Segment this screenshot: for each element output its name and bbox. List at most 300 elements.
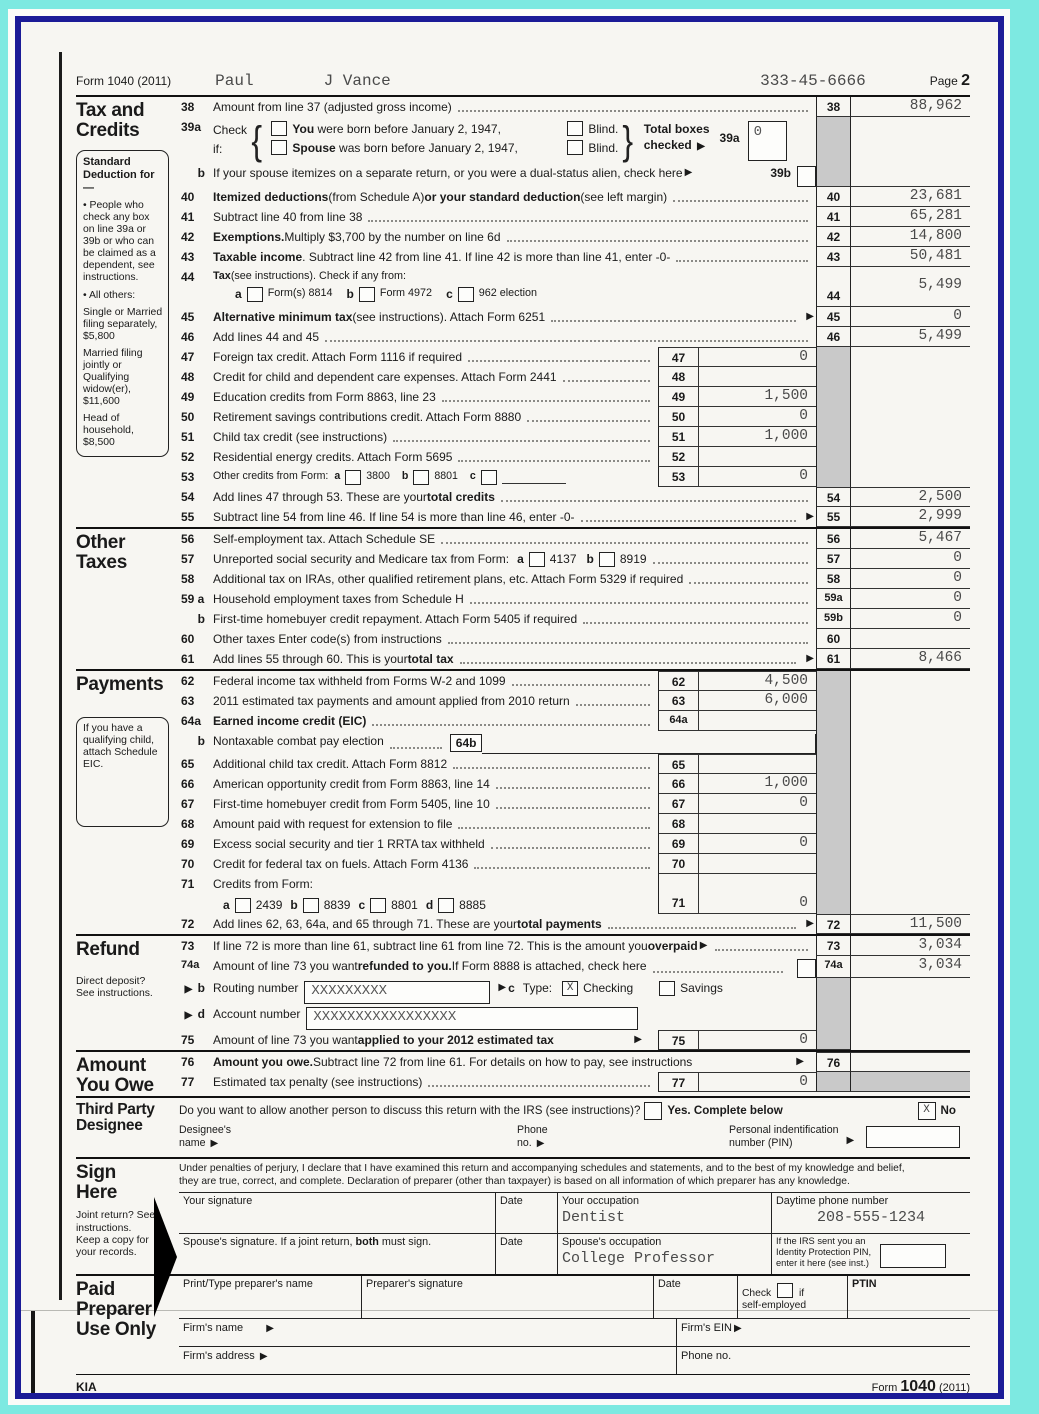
form-8814-checkbox[interactable] — [247, 287, 263, 302]
page-footer — [76, 1374, 970, 1398]
amount-50[interactable]: 0 — [698, 407, 816, 427]
box-number-45: 45 — [816, 307, 850, 327]
box-number-74a: 74a — [816, 956, 850, 978]
line-desc: Itemized deductions (from Schedule A) or your standard deduction (see left margin) — [213, 187, 816, 207]
arrow-icon: ▶ — [699, 940, 708, 951]
box-number-72: 72 — [816, 914, 850, 934]
arrow-icon: ▶ — [684, 167, 693, 178]
dotted-leader — [474, 867, 650, 869]
refund-body — [179, 936, 970, 1050]
line-74b-content: Routing number XXXXXXXXX ▶ c Type: X Checking Savings — [213, 978, 816, 1004]
form-2439-checkbox[interactable] — [235, 898, 251, 913]
blank-cell — [850, 794, 970, 814]
line-number: 75 — [181, 1033, 195, 1047]
amount-49[interactable]: 1,500 — [698, 387, 816, 407]
row-53 — [179, 467, 970, 487]
amount-48[interactable] — [698, 367, 816, 387]
line-desc: Household employment taxes from Schedule H — [213, 589, 816, 609]
line-number: 39a — [181, 120, 202, 134]
section-heading: Third Party Designee — [76, 1100, 155, 1135]
section-heading: Refund — [76, 939, 140, 960]
spouse-itemizes-checkbox[interactable] — [797, 166, 816, 187]
blank-cell — [850, 347, 970, 367]
line-desc: Add lines 47 through 53. These are your total credits — [213, 487, 816, 507]
owe-sidebar — [76, 1052, 179, 1096]
line-desc: Amount of line 73 you want refunded to you. If Form 8888 is attached, check here — [213, 956, 816, 978]
line-desc: Education credits from Form 8863, line 23 — [213, 387, 658, 407]
line-number: 44 — [181, 270, 195, 284]
amount-55[interactable]: 2,999 — [850, 507, 970, 527]
line-number: 58 — [181, 572, 195, 586]
amount-65[interactable] — [698, 754, 816, 774]
line-desc: Estimated tax penalty (see instructions) — [213, 1072, 658, 1092]
account-number-field[interactable]: XXXXXXXXXXXXXXXXX — [306, 1007, 638, 1030]
designee-no-checkbox[interactable]: X — [918, 1102, 936, 1120]
blind-label: Blind. — [588, 121, 619, 136]
preparer-row-3 — [179, 1346, 970, 1374]
taxpayer-ssn[interactable]: 333-45-6666 — [760, 72, 866, 90]
amount-42[interactable]: 14,800 — [850, 227, 970, 247]
blank-cell — [850, 1004, 970, 1030]
standard-deduction-note: Standard Deduction for— • People who check any box on line 39a or 39b or who can be claimed as a dependent, see instructions. • All others: Single or Married filing separately, $5,800 Married filing jointly or Qualifying widow(er), $11,600 Head of household, $8,500 — [76, 150, 169, 457]
line-number: 64a — [181, 714, 202, 728]
line-desc: Add lines 62, 63, 64a, and 65 through 71. These are your total payments ▶ — [213, 917, 814, 931]
shaded-cell — [816, 1072, 850, 1092]
line-desc: Self-employment tax. Attach Schedule SE — [213, 529, 816, 549]
box-number-64a: 64a — [658, 711, 698, 731]
brace-icon: { — [251, 119, 263, 163]
box-number-39a: 39a — [719, 131, 740, 145]
box-number-73: 73 — [816, 936, 850, 956]
other-taxes-sidebar — [76, 529, 179, 669]
amount-51[interactable]: 1,000 — [698, 427, 816, 447]
arrow-icon: ▶ — [536, 1138, 545, 1150]
line-desc: First-time homebuyer credit repayment. Attach Form 5405 if required — [213, 609, 816, 629]
arrow-icon: ▶ — [806, 311, 814, 322]
shaded-cell — [816, 1004, 850, 1030]
line-desc: Other taxes Enter code(s) from instructions — [213, 629, 816, 649]
amount-64a[interactable] — [698, 711, 816, 731]
line-desc: Earned income credit (EIC) — [213, 711, 658, 731]
line-number: b — [197, 612, 205, 626]
your-signature-cell[interactable]: Your signature — [183, 1195, 253, 1208]
dotted-leader — [608, 927, 797, 929]
dotted-leader — [491, 847, 650, 849]
line-number: 57 — [181, 552, 195, 566]
line-53-content: Other credits from Form: a 3800 b 8801 c — [213, 467, 658, 487]
line-number: 52 — [181, 450, 195, 464]
dotted-leader — [501, 500, 808, 502]
amount-73[interactable]: 3,034 — [850, 936, 970, 956]
line-desc: Add lines 44 and 45 — [213, 327, 816, 347]
dotted-leader — [715, 949, 808, 951]
line-number: 74a — [181, 959, 200, 971]
total-boxes-label: Total boxes checked ▶ — [643, 122, 710, 153]
tpd-sidebar — [76, 1098, 179, 1157]
dotted-leader — [563, 380, 650, 382]
amount-43[interactable]: 50,481 — [850, 247, 970, 267]
box-number-51: 51 — [658, 427, 698, 447]
sign-sidebar — [76, 1159, 179, 1275]
line-number: 53 — [181, 470, 195, 484]
dotted-leader — [583, 622, 808, 624]
line-number: 76 — [181, 1055, 195, 1069]
shaded-cell — [850, 1072, 970, 1092]
tax-credits-sidebar — [76, 97, 179, 527]
line-desc: Amount paid with request for extension to file — [213, 814, 658, 834]
amount-56[interactable]: 5,467 — [850, 529, 970, 549]
line-desc: Credit for child and dependent care expenses. Attach Form 2441 — [213, 367, 658, 387]
row-58 — [179, 569, 970, 589]
spouse-blind-checkbox[interactable] — [567, 140, 583, 155]
preparer-name-cell[interactable]: Print/Type preparer's name — [183, 1278, 313, 1291]
row-59b — [179, 609, 970, 629]
amount-38[interactable]: 88,962 — [850, 97, 970, 117]
form-8839-checkbox[interactable] — [303, 898, 319, 913]
line-desc: Additional child tax credit. Attach Form 8812 — [213, 754, 658, 774]
preparer-body — [179, 1276, 970, 1374]
date-cell[interactable]: Date — [495, 1233, 557, 1274]
box-number-50: 50 — [658, 407, 698, 427]
box-number-52: 52 — [658, 447, 698, 467]
row-50 — [179, 407, 970, 427]
yes-label: Yes. Complete below — [667, 1104, 783, 1118]
line-number: 41 — [181, 210, 195, 224]
combat-pay-field[interactable] — [482, 734, 816, 754]
dotted-leader — [496, 807, 650, 809]
amount-66[interactable]: 1,000 — [698, 774, 816, 794]
arrow-icon: ▶ — [697, 141, 705, 153]
check-if-label: Check if: — [213, 123, 248, 156]
preparer-row-1 — [179, 1276, 970, 1318]
line-number: 47 — [181, 350, 195, 364]
line-number: 46 — [181, 330, 195, 344]
designee-pin-field[interactable] — [866, 1126, 960, 1148]
signature-table — [179, 1192, 970, 1274]
amount-59a[interactable]: 0 — [850, 589, 970, 609]
line-number: 42 — [181, 230, 195, 244]
line-number: 63 — [181, 694, 195, 708]
arrow-icon: ▶ — [846, 1134, 855, 1146]
self-employed-checkbox[interactable] — [777, 1283, 793, 1298]
identity-pin-field[interactable] — [880, 1244, 946, 1268]
scan-corner-mark — [31, 1311, 35, 1397]
amount-60[interactable] — [850, 629, 970, 649]
amount-61[interactable]: 8,466 — [850, 649, 970, 669]
amount-39a — [850, 117, 970, 163]
you-blind-checkbox[interactable] — [567, 121, 583, 136]
firm-address-cell[interactable]: Firm's address ▶ — [183, 1350, 268, 1363]
row-38 — [179, 97, 970, 117]
amount-47[interactable]: 0 — [698, 347, 816, 367]
shaded-cell — [816, 854, 850, 874]
shaded-cell — [816, 874, 850, 914]
row-54 — [179, 487, 970, 507]
designee-phone-field[interactable]: Phone no. ▶ — [517, 1123, 548, 1150]
line-number: 72 — [181, 917, 195, 931]
row-67 — [179, 794, 970, 814]
shaded-cell — [816, 387, 850, 407]
blank-cell — [850, 854, 970, 874]
form-header — [76, 72, 970, 97]
line-number: 69 — [181, 837, 195, 851]
amount-76[interactable] — [850, 1052, 970, 1072]
form-4137-checkbox[interactable] — [529, 552, 545, 567]
box-number-59b: 59b — [816, 609, 850, 629]
taxpayer-first-name[interactable]: Paul — [215, 72, 254, 90]
designee-name-field[interactable]: Designee's name ▶ — [179, 1123, 232, 1150]
form-title: Form 1040 (2011) — [76, 74, 172, 88]
section-heading: Other Taxes — [76, 532, 127, 573]
row-62 — [179, 671, 970, 691]
amount-41[interactable]: 65,281 — [850, 207, 970, 227]
box-number-41: 41 — [816, 207, 850, 227]
section-other-taxes — [76, 527, 970, 669]
line-desc: Additional tax on IRAs, other qualified retirement plans, etc. Attach Form 5329 if required — [213, 569, 816, 589]
line-74d-content: Account number XXXXXXXXXXXXXXXXX — [213, 1004, 816, 1030]
amount-67[interactable]: 0 — [698, 794, 816, 814]
dotted-leader — [428, 1085, 650, 1087]
firm-ein-cell[interactable]: Firm's EIN ▶ — [676, 1319, 970, 1346]
amount-68[interactable] — [698, 814, 816, 834]
routing-number-field[interactable]: XXXXXXXXX — [304, 981, 490, 1004]
line-number: b — [197, 734, 205, 748]
shaded-cell — [816, 978, 850, 1004]
row-51 — [179, 427, 970, 447]
payments-sidebar — [76, 671, 179, 934]
your-occupation-cell[interactable]: Your occupation Dentist — [557, 1193, 771, 1233]
dotted-leader — [551, 320, 796, 322]
form-8801-checkbox[interactable] — [370, 898, 386, 913]
shaded-cell — [816, 427, 850, 447]
amount-46[interactable]: 5,499 — [850, 327, 970, 347]
line-number: 38 — [181, 100, 195, 114]
line-64b-content: Nontaxable combat pay election 64b — [213, 731, 816, 754]
box-number-60: 60 — [816, 629, 850, 649]
amount-63[interactable]: 6,000 — [698, 691, 816, 711]
dotted-leader — [470, 602, 808, 604]
dotted-leader — [527, 420, 650, 422]
box-number-43: 43 — [816, 247, 850, 267]
row-55 — [179, 507, 970, 527]
row-42 — [179, 227, 970, 247]
box-number-66: 66 — [658, 774, 698, 794]
shaded-cell — [816, 731, 850, 754]
amount-71[interactable]: 0 — [698, 874, 816, 914]
line-number: 62 — [181, 674, 195, 688]
amount-45[interactable]: 0 — [850, 307, 970, 327]
line-number: 66 — [181, 777, 195, 791]
dotted-leader — [496, 787, 650, 789]
row-45 — [179, 307, 970, 327]
taxpayer-last-name[interactable]: J Vance — [323, 72, 391, 90]
box-number-61: 61 — [816, 649, 850, 669]
section-heading: Amount You Owe — [76, 1055, 154, 1096]
spouse-born-label: Spouse was born before January 2, 1947, — [292, 140, 518, 155]
ptin-cell[interactable]: PTIN — [847, 1276, 970, 1318]
you-born-checkbox[interactable] — [271, 121, 287, 136]
row-41 — [179, 207, 970, 227]
shaded-cell — [816, 671, 850, 691]
shaded-cell — [816, 691, 850, 711]
dotted-leader — [653, 971, 783, 973]
row-40 — [179, 187, 970, 207]
line-number: 43 — [181, 250, 195, 264]
dotted-leader — [689, 582, 808, 584]
row-47 — [179, 347, 970, 367]
shaded-cell — [816, 794, 850, 814]
amount-39b — [850, 163, 970, 187]
amount-54[interactable]: 2,500 — [850, 487, 970, 507]
amount-53[interactable]: 0 — [698, 467, 816, 487]
direct-deposit-note: Direct deposit? See instructions. — [76, 975, 153, 1000]
row-74a — [179, 956, 970, 978]
refund-sidebar — [76, 936, 179, 1050]
amount-69[interactable]: 0 — [698, 834, 816, 854]
other-credit-checkbox[interactable] — [481, 470, 497, 485]
blank-cell — [850, 447, 970, 467]
line-desc: Alternative minimum tax (see instructions). Attach Form 6251 ▶ — [213, 310, 814, 324]
spouse-occupation-value[interactable]: College Professor — [562, 1250, 716, 1268]
row-39a — [179, 117, 970, 163]
tpd-question-row — [179, 1098, 970, 1120]
line-number: 71 — [181, 877, 195, 891]
arrow-icon: ▶ — [266, 1323, 274, 1335]
section-paid-preparer — [76, 1274, 970, 1374]
section-heading: Tax and Credits — [76, 100, 145, 141]
row-66 — [179, 774, 970, 794]
line-number: 56 — [181, 532, 195, 546]
box-number-47: 47 — [658, 347, 698, 367]
line-desc: Taxable income . Subtract line 42 from line 41. If line 42 is more than line 41, enter -0- — [213, 247, 816, 267]
form-8919-checkbox[interactable] — [599, 552, 615, 567]
spouse-signature-cell[interactable]: Spouse's signature. If a joint return, both must sign. — [179, 1233, 495, 1274]
line-71-content: Credits from Form: a 2439 b 8839 c 8801 d 8885 — [213, 877, 486, 912]
form-4972-checkbox[interactable] — [359, 287, 375, 302]
line-desc: Amount from line 37 (adjusted gross income) — [213, 97, 816, 117]
line-number: 55 — [181, 510, 195, 524]
arrow-icon: ▶ — [796, 1056, 804, 1067]
amount-75[interactable]: 0 — [698, 1030, 816, 1050]
blank-cell — [850, 691, 970, 711]
amount-57[interactable]: 0 — [850, 549, 970, 569]
shaded-cell — [816, 447, 850, 467]
box-number-49: 49 — [658, 387, 698, 407]
row-46 — [179, 327, 970, 347]
eic-note: If you have a qualifying child, attach Schedule EIC. — [76, 717, 169, 827]
date-cell[interactable]: Date — [495, 1193, 557, 1233]
daytime-phone-cell[interactable]: Daytime phone number 208-555-1234 — [771, 1193, 970, 1233]
shaded-cell — [816, 347, 850, 367]
blank-cell — [850, 978, 970, 1004]
firm-name-cell[interactable]: Firm's name ▶ — [183, 1322, 274, 1335]
box-number-48: 48 — [658, 367, 698, 387]
line-44-content: Tax (see instructions). Check if any from: a Form(s) 8814 b Form 4972 c 962 election — [213, 270, 537, 301]
dotted-leader — [460, 662, 797, 664]
dotted-leader — [448, 642, 808, 644]
blank-cell — [850, 874, 970, 914]
total-boxes-value[interactable]: 0 — [748, 121, 787, 161]
self-employed-cell: Check if self-employed — [737, 1276, 847, 1318]
daytime-phone-value[interactable]: 208-555-1234 — [816, 1209, 926, 1227]
line-desc: Excess social security and tier 1 RRTA tax withheld — [213, 834, 658, 854]
section-962-checkbox[interactable] — [458, 287, 474, 302]
spouse-born-checkbox[interactable] — [271, 140, 287, 155]
amount-58[interactable]: 0 — [850, 569, 970, 589]
amount-52[interactable] — [698, 447, 816, 467]
form-8801-checkbox[interactable] — [413, 470, 429, 485]
box-number-53: 53 — [658, 467, 698, 487]
row-64a — [179, 711, 970, 731]
box-number-46: 46 — [816, 327, 850, 347]
amount-59b[interactable]: 0 — [850, 609, 970, 629]
shaded-cell — [816, 774, 850, 794]
box-number-44: 44 — [816, 267, 850, 307]
line-number: 61 — [181, 652, 195, 666]
line-number: 65 — [181, 757, 195, 771]
blank-write-in-line[interactable] — [502, 483, 566, 484]
brace-icon: } — [622, 119, 634, 163]
box-number-65: 65 — [658, 754, 698, 774]
box-number-54: 54 — [816, 487, 850, 507]
dotted-leader — [325, 340, 808, 342]
line-number: 54 — [181, 490, 195, 504]
line-desc: Foreign tax credit. Attach Form 1116 if required — [213, 347, 658, 367]
shaded-cell — [816, 711, 850, 731]
savings-checkbox[interactable] — [659, 981, 675, 996]
other-taxes-body — [179, 529, 970, 669]
blank-cell — [850, 711, 970, 731]
section-sign-here — [76, 1157, 970, 1275]
section-third-party — [76, 1096, 970, 1157]
row-72 — [179, 914, 970, 934]
preparer-date-cell[interactable]: Date — [653, 1276, 737, 1318]
form-8888-checkbox[interactable] — [797, 959, 816, 978]
amount-44[interactable]: 5,499 — [850, 267, 970, 307]
line-number: 73 — [181, 939, 195, 953]
amount-74a[interactable]: 3,034 — [850, 956, 970, 978]
line-number: 40 — [181, 190, 195, 204]
your-occupation-value[interactable]: Dentist — [562, 1209, 626, 1227]
line-desc: Child tax credit (see instructions) — [213, 427, 658, 447]
firm-phone-cell[interactable]: Phone no. — [676, 1347, 970, 1374]
tax-credits-body — [179, 97, 970, 527]
dotted-leader — [581, 520, 797, 522]
line-number: 48 — [181, 370, 195, 384]
form-3800-checkbox[interactable] — [345, 470, 361, 485]
section-heading: Paid Preparer Use Only — [76, 1279, 156, 1341]
row-77 — [179, 1072, 970, 1092]
amount-77[interactable]: 0 — [698, 1072, 816, 1092]
box-number-56: 56 — [816, 529, 850, 549]
checking-checkbox[interactable]: X — [562, 981, 578, 996]
line-number: ▶ d — [184, 1007, 205, 1021]
form-8885-checkbox[interactable] — [438, 898, 454, 913]
designee-yes-checkbox[interactable] — [644, 1102, 662, 1120]
spouse-occupation-cell[interactable]: Spouse's occupation College Professor — [557, 1233, 771, 1274]
amount-70[interactable] — [698, 854, 816, 874]
dotted-leader — [653, 562, 808, 564]
section-amount-you-owe — [76, 1050, 970, 1096]
row-56 — [179, 529, 970, 549]
amount-40[interactable]: 23,681 — [850, 187, 970, 207]
amount-72[interactable]: 11,500 — [850, 914, 970, 934]
amount-62[interactable]: 4,500 — [698, 671, 816, 691]
line-number: 51 — [181, 430, 195, 444]
shaded-cell — [816, 754, 850, 774]
section-tax-and-credits — [76, 97, 970, 527]
preparer-signature-cell[interactable]: Preparer's signature — [361, 1276, 653, 1318]
